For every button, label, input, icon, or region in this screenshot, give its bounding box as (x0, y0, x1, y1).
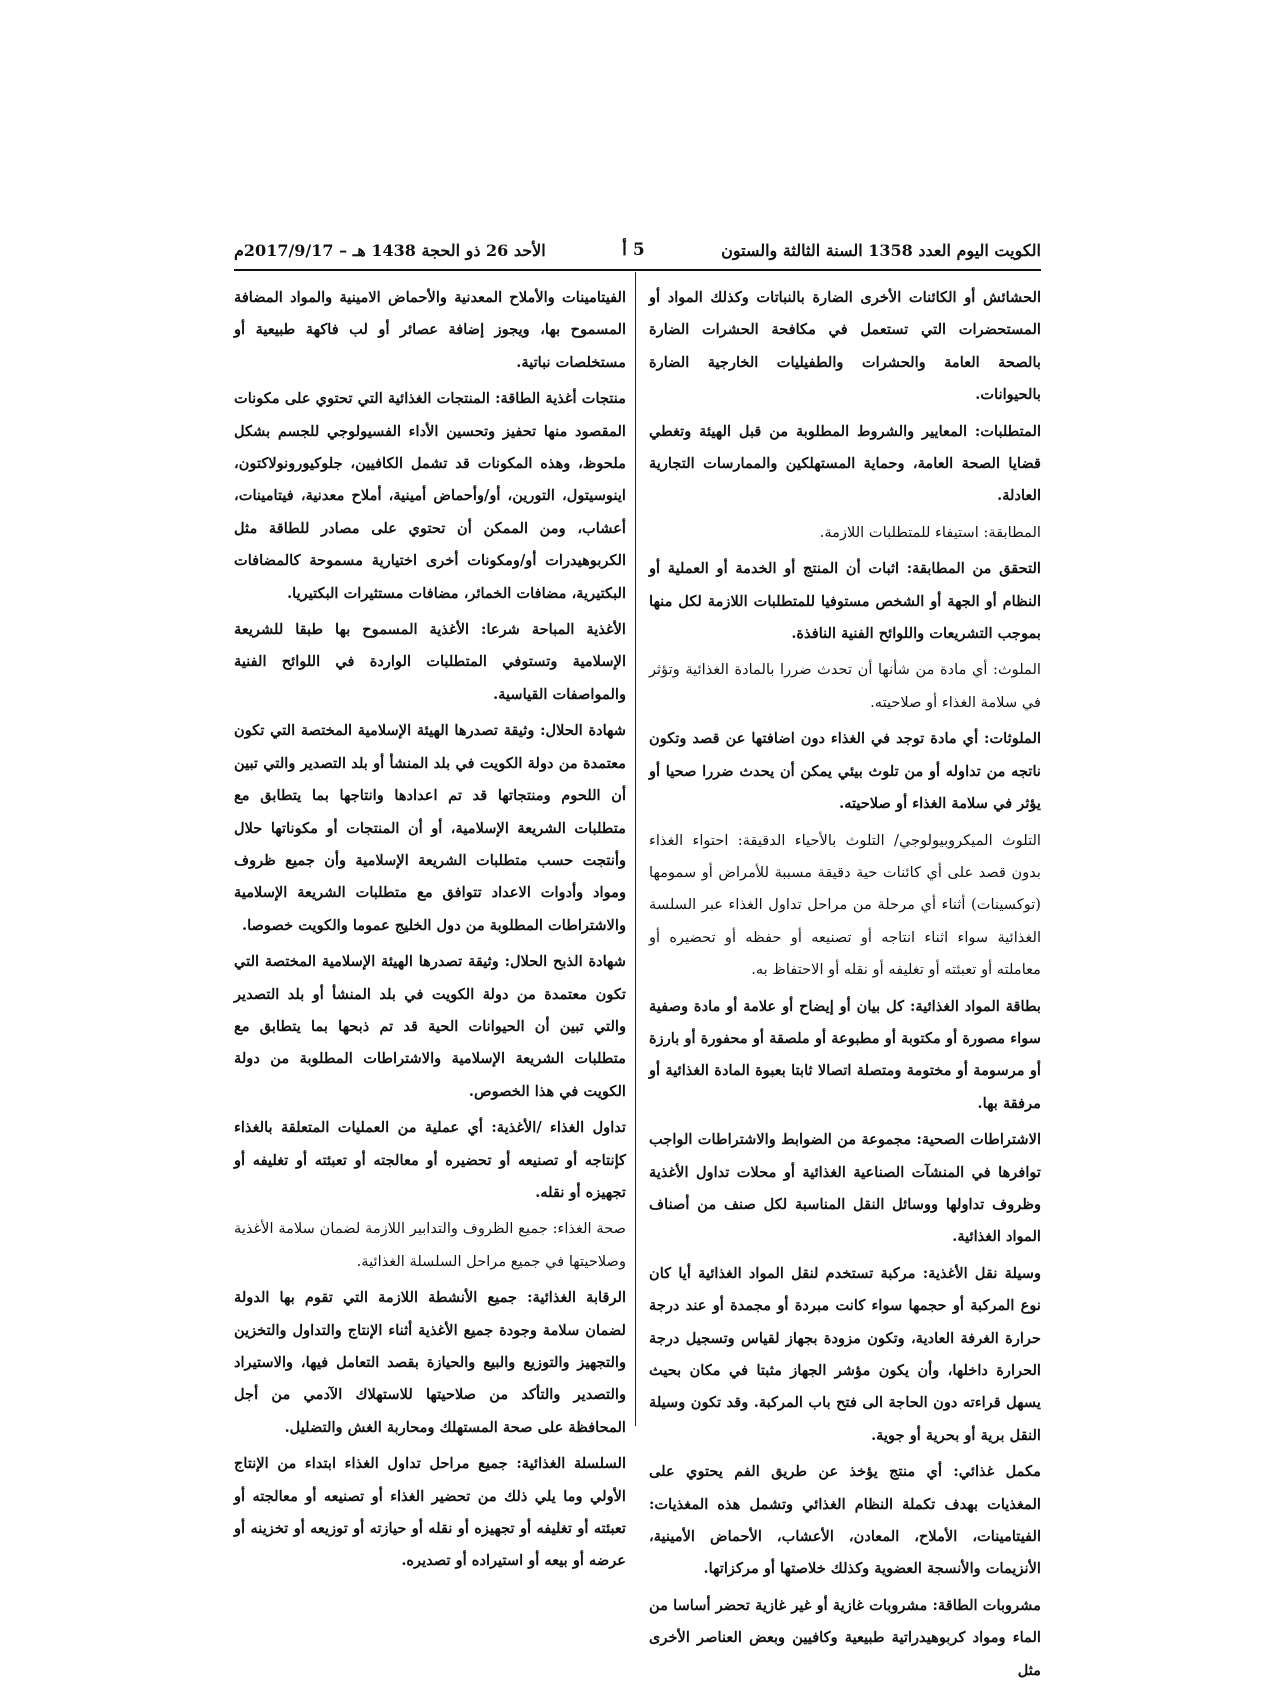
definition-paragraph: مكمل غذائي: أي منتج يؤخذ عن طريق الفم يحتوي على المغذيات بهدف تكملة النظام الغذائي وتشمل هذه المغذيات: الفيتامينات، الأملاح، المعادن، الأعشاب، الأحماض الأمينية، الأنزيمات والأنسجة العضوية وكذلك خلاصتها أو مركزاتها. (649, 1463, 1041, 1578)
definition-paragraph: المتطلبات: المعايير والشروط المطلوبة من قبل الهيئة وتغطي قضايا الصحة العامة، وحماية المستهلكين والممارسات التجارية العادلة. (649, 422, 1041, 505)
header-issue: الكويت اليوم العدد 1358 السنة الثالثة والستون (721, 240, 1041, 260)
definition-paragraph: الملوثات: أي مادة توجد في الغذاء دون اضافتها عن قصد وتكون ناتجه من تداوله أو من تلوث بيئي يمكن أن يحدث ضررا صحيا أو يؤثر في سلامة الغذاء أو صلاحيته. (649, 730, 1041, 813)
definition-paragraph: تداول الغذاء /الأغذية: أي عملية من العمليات المتعلقة بالغذاء كإنتاجه أو تصنيعه أو تحضيره أو معالجته أو تعبئته أو تغليفه أو تجهيزه أو نقله. (234, 1119, 626, 1201)
definition-paragraph: الأغذية المباحة شرعا: الأغذية المسموح بها طبقا للشريعة الإسلامية وتستوفي المتطلبات الواردة في اللوائح الفنية والمواصفات القياسية. (234, 621, 626, 703)
page-header (234, 236, 1041, 264)
definition-paragraph: وسيلة نقل الأغذية: مركبة تستخدم لنقل المواد الغذائية أيا كان نوع المركبة أو حجمها سواء كانت مبردة أو مجمدة أو عند درجة حرارة الغرفة العادية، وتكون مزودة بجهاز لقياس وتسجيل درجة الحرارة داخلها، وأن يكون مؤشر الجهاز مثبتا في مكان بحيث يسهل قراءته دون الحاجة الى فتح باب المركبة. وقد تكون وسيلة النقل برية أو بحرية أو جوية. (649, 1264, 1041, 1444)
definition-paragraph: الحشائش أو الكائنات الأخرى الضارة بالنباتات وكذلك المواد أو المستحضرات التي تستعمل في مكافحة الحشرات الضارة بالصحة العامة والحشرات والطفيليات الخارجية الضارة بالحيوانات. (649, 289, 1041, 404)
definition-paragraph: شهادة الذبح الحلال: وثيقة تصدرها الهيئة الإسلامية المختصة التي تكون معتمدة من دولة الكويت في بلد المنشأ أو بلد التصدير والتي تبين أن الحيوانات الحية قد تم ذبحها بما يتطابق مع متطلبات الشريعة الإسلامية والاشتراطات المطلوبة من دولة الكويت في هذا الخصوص. (234, 953, 626, 1100)
left-column (234, 282, 626, 1570)
definition-paragraph: منتجات أغذية الطاقة: المنتجات الغذائية التي تحتوي على مكونات المقصود منها تحفيز وتحسين الأداء الفسيولوجي للجسم بشكل ملحوظ، وهذه المكونات قد تشمل الكافيين، جلوكيورونولاكتون، اينوسيتول، التورين، أو/وأحماض أمينية، أملاح معدنية، فيتامينات، أعشاب، ومن الممكن أن تحتوي على مصادر للطاقة مثل الكربوهيدرات أو/ومكونات أخرى اختيارية مسموحة كالمضافات البكتيرية، مضافات الخمائر، مضافات مستثيرات البكتيريا. (234, 390, 626, 602)
definition-paragraph: الاشتراطات الصحية: مجموعة من الضوابط والاشتراطات الواجب توافرها في المنشآت الصناعية الغذائية أو محلات تداول الأغذية وظروف تداولها ووسائل النقل المناسبة لكل صنف من أصناف المواد الغذائية. (649, 1131, 1041, 1246)
definition-paragraph: الملوث: أي مادة من شأنها أن تحدث ضررا بالمادة الغذائية وتؤثر في سلامة الغذاء أو صلاحيته. (649, 661, 1041, 711)
definition-paragraph: السلسلة الغذائية: جميع مراحل تداول الغذاء ابتداء من الإنتاج الأولي وما يلي ذلك من تحضير الغذاء أو تصنيعه أو معالجته أو تعبئته أو تغليفه أو تجهيزه أو نقله أو حيازته أو توزيعه أو تخزينه أو عرضه أو بيعه أو استيراده أو تصديره. (234, 1455, 626, 1570)
definition-paragraph: صحة الغذاء: جميع الظروف والتدابير اللازمة لضمان سلامة الأغذية وصلاحيتها في جميع مراحل السلسلة الغذائية. (234, 1220, 626, 1270)
definition-paragraph: شهادة الحلال: وثيقة تصدرها الهيئة الإسلامية المختصة التي تكون معتمدة من دولة الكويت في بلد المنشأ أو بلد التصدير والتي تبين أن اللحوم ومنتجاتها قد تم اعدادها وانتاجها بما يتطابق مع متطلبات الشريعة الإسلامية، أو أن المنتجات أو مكوناتها حلال وأنتجت حسب متطلبات الشريعة الإسلامية وأن جميع ظروف ومواد وأدوات الاعداد تتوافق مع متطلبات الشريعة الإسلامية والاشتراطات المطلوبة من دول الخليج عموما والكويت خصوصا. (234, 722, 626, 934)
definition-paragraph: المطابقة: استيفاء للمتطلبات اللازمة. (819, 523, 1041, 541)
definition-paragraph: الرقابة الغذائية: جميع الأنشطة اللازمة التي تقوم بها الدولة لضمان سلامة وجودة جميع الأغذية أثناء الإنتاج والتداول والتخزين والتجهيز والتوزيع والبيع والحيازة بقصد التعامل فيها، والاستيراد والتصدير والتأكد من صلاحيتها للاستهلاك الآدمي من أجل المحافظة على صحة المستهلك ومحاربة الغش والتضليل. (234, 1289, 626, 1436)
definition-paragraph: الفيتامينات والأملاح المعدنية والأحماض الامينية والمواد المضافة المسموح بها، ويجوز إضافة عصائر أو لب فاكهة طبيعية أو مستخلصات نباتية. (234, 289, 626, 371)
right-column (649, 282, 1041, 1679)
header-rule (234, 269, 1041, 271)
definition-paragraph: مشروبات الطاقة: مشروبات غازية أو غير غازية تحضر أساسا من الماء ومواد كربوهيدراتية طبيعية وكافيين وبعض العناصر الأخرى مثل (649, 1596, 1041, 1679)
column-divider (635, 272, 636, 1426)
definition-paragraph: التلوث الميكروبيولوجي/ التلوث بالأحياء الدقيقة: احتواء الغذاء بدون قصد على أي كائنات حية دقيقة مسببة للأمراض أو سمومها (توكسينات) أثناء أي مرحلة من مراحل تداول الغذاء عبر السلسة الغذائية سواء اثناء انتاجه أو تصنيعه أو حفظه أو تحضيره أو معاملته أو تعبئته أو تغليفه أو نقله أو الاحتفاظ به. (649, 831, 1041, 979)
definition-paragraph: التحقق من المطابقة: اثبات أن المنتج أو الخدمة أو العملية أو النظام أو الجهة أو الشخص مستوفيا للمتطلبات اللازمة لكل منها بموجب التشريعات واللوائح الفنية النافذة. (649, 560, 1041, 643)
definition-paragraph: بطاقة المواد الغذائية: كل بيان أو إيضاح أو علامة أو مادة وصفية سواء مصورة أو مكتوبة أو مطبوعة أو ملصقة أو محفورة أو بارزة أو مرسومة أو مختومة ومتصلة اتصالا ثابتا بعبوة المادة الغذائية أو مرفقة بها. (649, 997, 1041, 1112)
header-date: الأحد 26 ذو الحجة 1438 هـ – 2017/9/17م (234, 240, 546, 260)
header-page-number: 5 أ (622, 240, 645, 260)
